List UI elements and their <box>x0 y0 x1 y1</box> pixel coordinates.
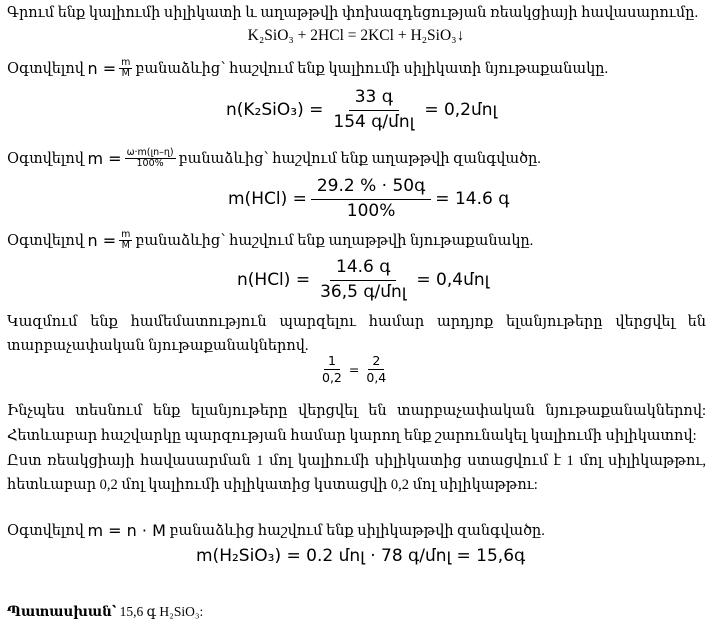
formula1-den: M <box>121 68 130 80</box>
formula2-fraction <box>125 148 176 170</box>
eq3-den: 36,5 գ/մոլ <box>320 281 407 302</box>
ratio-left <box>318 354 346 386</box>
para2-line1: Ինչպես տեսնում ենք ելանյութերը վերցվել են տարբաչափական նյութաքանակներով: <box>7 403 706 419</box>
formula2-den: 100% <box>136 158 164 170</box>
formula4-text: բանաձևից հաշվում ենք սիլիկաթթվի զանգվածը. <box>169 523 545 539</box>
formula3-line <box>7 230 533 252</box>
formula3-fraction <box>119 230 132 252</box>
using-prefix-3: Օգտվելով <box>7 232 84 249</box>
formula1-lhs: n = <box>87 58 117 78</box>
answer-label: Պատասխան՝ <box>7 604 117 619</box>
eq3-fraction <box>314 258 412 302</box>
eq2-den: 100% <box>346 200 396 221</box>
eq1-num: 33 գ <box>349 88 399 111</box>
formula2-lhs: m = <box>87 148 122 168</box>
formula3-num: m <box>121 229 131 240</box>
para1-line2: տարբաչափական նյութաքանակներով. <box>7 338 309 354</box>
ratio-equals: = <box>348 362 360 378</box>
eq2-num: 29.2 % · 50գ <box>311 177 431 200</box>
equation-3 <box>237 258 489 302</box>
formula2-text: բանաձևից՝ հաշվում ենք աղաթթվի զանգվածը. <box>178 150 541 167</box>
using-prefix-2: Օգտվելով <box>7 150 84 167</box>
formula2-num: ω·m(լո–ղ) <box>126 147 174 158</box>
answer-value: 15,6 գ H₂SiO₃: <box>119 604 204 619</box>
para2-line2: Հետևաբար հաշվարկը պարզության համար կարող ենք շարունակել կալիումի սիլիկատով: <box>7 428 697 444</box>
using-prefix-1: Օգտվելով <box>7 60 84 77</box>
reaction-equation: K₂SiO₃ + 2HCl = 2KCl + H₂SiO₃↓ <box>247 27 465 44</box>
formula1-num: m <box>121 57 131 68</box>
formula4: m = n · M <box>87 521 166 540</box>
eq2-rhs: = 14.6 գ <box>435 189 510 210</box>
ratio-equation <box>318 354 390 386</box>
formula3-text: բանաձևից՝ հաշվում ենք աղաթթվի նյութաքանակը. <box>135 232 534 249</box>
ratio-left-num: 1 <box>324 354 340 370</box>
eq2-fraction <box>311 177 431 221</box>
formula3-lhs: n = <box>87 230 117 250</box>
eq1-lhs: n(K₂SiO₃) = <box>226 100 324 121</box>
eq1-rhs: = 0,2մոլ <box>424 100 498 121</box>
equation-2 <box>228 177 509 221</box>
ratio-right <box>362 354 390 386</box>
ratio-right-num: 2 <box>368 354 384 370</box>
equation-1 <box>226 88 497 132</box>
formula1-text: բանաձևից՝ հաշվում ենք կալիումի սիլիկատի նյութաքանակը. <box>135 60 609 77</box>
eq2-lhs: m(HCl) = <box>228 189 307 210</box>
answer-line <box>7 603 203 621</box>
para2-line4: հետևաբար 0,2 մոլ կալիումի սիլիկատից կստացվի 0,2 մոլ սիլիկաթթու: <box>7 477 538 493</box>
para2-line3: Ըստ ռեակցիայի հավասարման 1 մոլ կալիումի սիլիկատից ստացվում է 1 մոլ սիլիկաթթու, <box>7 453 706 469</box>
eq3-lhs: n(HCl) = <box>237 270 311 291</box>
using-prefix-4: Օգտվելով <box>7 523 84 539</box>
eq3-num: 14.6 գ <box>330 258 396 281</box>
formula2-line <box>7 148 541 170</box>
formula4-line <box>7 522 545 540</box>
para1-line1: Կազմում ենք համեմատություն պարզելու համար արդյոք ելանյութերը վերցվել են <box>7 314 706 330</box>
eq1-den: 154 գ/մոլ <box>333 111 415 132</box>
eq3-rhs: = 0,4մոլ <box>416 270 490 291</box>
equation-4: m(H₂SiO₃) = 0.2 մոլ · 78 գ/մոլ = 15,6գ <box>196 546 526 566</box>
formula3-den: M <box>121 240 130 252</box>
ratio-left-den: 0,2 <box>322 370 342 386</box>
formula1-line <box>7 58 608 80</box>
formula1-fraction <box>119 58 132 80</box>
eq1-fraction <box>327 88 420 132</box>
ratio-right-den: 0,4 <box>366 370 387 386</box>
intro-text: Գրում ենք կալիումի սիլիկատի և աղաթթվի փոխազդեցության ռեակցիայի հավասարումը. <box>7 5 699 21</box>
